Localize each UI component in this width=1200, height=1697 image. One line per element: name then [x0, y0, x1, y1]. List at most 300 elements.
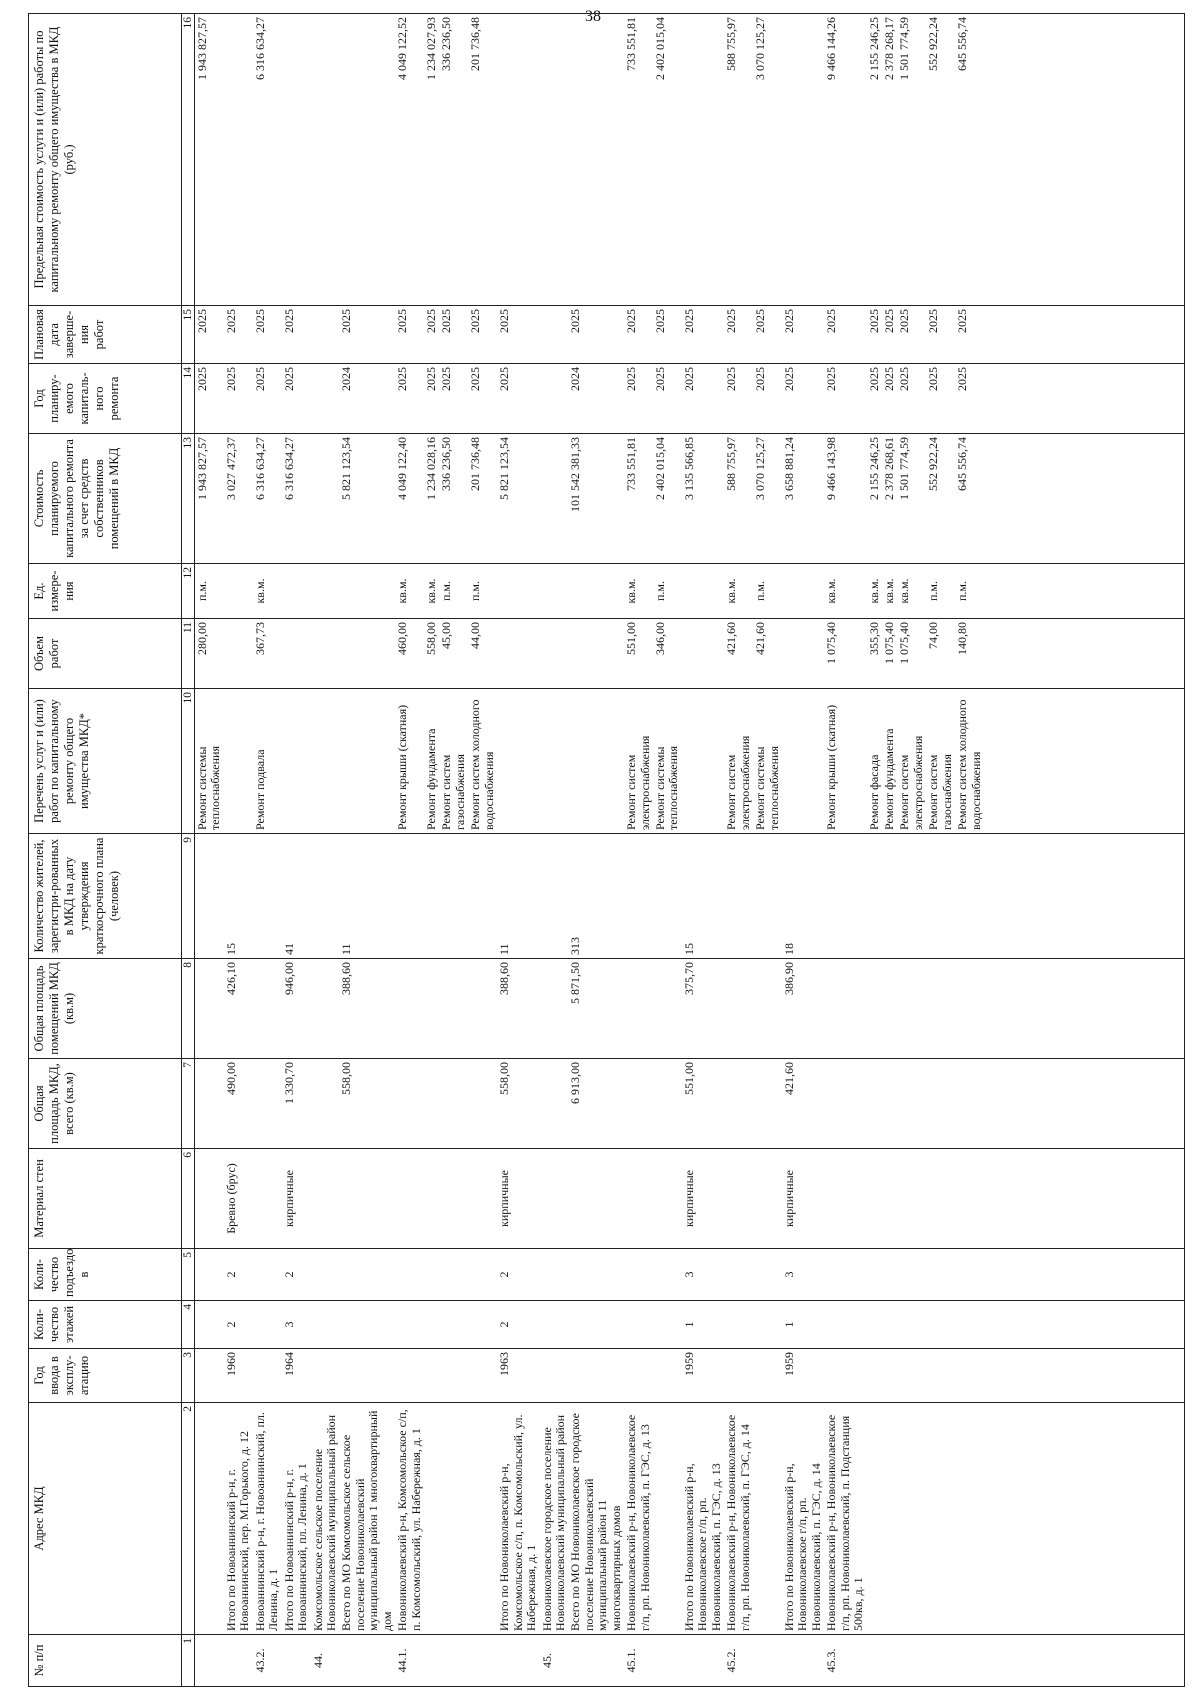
repair-plan-table: [28, 13, 1185, 1687]
cell-address: Всего по МО Комсомольское сельское поселение Новониколаевский муниципальный район 1 многоквартирный дом: [339, 1403, 395, 1635]
table-row: [682, 14, 724, 1687]
column-number: 2: [182, 1403, 195, 1635]
cell-wall-material: кирпичные: [497, 1149, 539, 1249]
cell-residents: [955, 834, 984, 959]
cell-premises-area: [195, 959, 224, 1059]
cell-total-area: 551,00: [682, 1059, 724, 1149]
cell-wall-material: [724, 1149, 753, 1249]
cell-max-cost: 733 551,81: [624, 14, 653, 306]
cell-unit: [282, 564, 311, 619]
cell-wall-material: [311, 1149, 340, 1249]
cell-total-area: [195, 1059, 224, 1149]
cell-planned-year: 2025: [682, 364, 724, 434]
cell-completion-date: [540, 306, 569, 364]
cell-unit: кв.м.: [724, 564, 753, 619]
cell-work-volume: 421,60: [753, 619, 782, 689]
cell-unit: п.м.: [195, 564, 224, 619]
empty-cell: [984, 14, 1184, 306]
cell-max-cost: [540, 14, 569, 306]
cell-premises-area: [540, 959, 569, 1059]
cell-year-built: [195, 1349, 224, 1403]
column-number: 1: [182, 1635, 195, 1687]
table-row: [395, 14, 424, 1687]
column-header: № п/п: [29, 1635, 182, 1687]
column-number-row: [182, 14, 195, 1687]
cell-premises-area: 388,60: [497, 959, 539, 1059]
empty-cell: [984, 1349, 1184, 1403]
empty-cell: [984, 1403, 1184, 1635]
cell-residents: [724, 834, 753, 959]
cell-residents: [424, 834, 439, 959]
table-row: [282, 14, 311, 1687]
cell-row-number: [897, 1635, 926, 1687]
empty-cell: [984, 434, 1184, 564]
empty-cell: [984, 1249, 1184, 1301]
cell-planned-cost: 6 316 634,27: [282, 434, 311, 564]
cell-completion-date: 2025: [882, 306, 897, 364]
cell-address: [955, 1403, 984, 1635]
cell-unit: [339, 564, 395, 619]
cell-planned-cost: 336 236,50: [439, 434, 468, 564]
cell-entrances: [753, 1249, 782, 1301]
cell-work-volume: [568, 619, 624, 689]
cell-planned-year: 2025: [224, 364, 253, 434]
cell-wall-material: кирпичные: [682, 1149, 724, 1249]
cell-residents: [897, 834, 926, 959]
cell-premises-area: [753, 959, 782, 1059]
cell-year-built: [867, 1349, 882, 1403]
cell-planned-cost: 2 402 015,04: [653, 434, 682, 564]
column-header: Общая площадь помещений МКД (кв.м): [29, 959, 182, 1059]
cell-max-cost: 6 316 634,27: [253, 14, 282, 306]
cell-address: Новониколаевский р-н, Новониколаевское г/п, рп. Новониколаевский, п. ГЭС, д. 13: [624, 1403, 653, 1635]
cell-residents: [395, 834, 424, 959]
cell-row-number: [339, 1635, 395, 1687]
table-body: [195, 14, 1185, 1687]
empty-cell: [984, 1635, 1184, 1687]
cell-work-type: [682, 689, 724, 834]
cell-entrances: [897, 1249, 926, 1301]
cell-planned-year: 2025: [882, 364, 897, 434]
cell-total-area: [653, 1059, 682, 1149]
cell-residents: [653, 834, 682, 959]
cell-work-volume: [782, 619, 824, 689]
cell-total-area: [540, 1059, 569, 1149]
cell-address: Новониколаевский р-н, Комсомольское с/п, п. Комсомольский, ул. Набережная, д. 1: [395, 1403, 424, 1635]
cell-completion-date: 2025: [282, 306, 311, 364]
cell-completion-date: 2025: [955, 306, 984, 364]
table-row: [195, 14, 224, 1687]
table-row: [224, 14, 253, 1687]
cell-wall-material: [926, 1149, 955, 1249]
cell-unit: кв.м.: [424, 564, 439, 619]
cell-entrances: [724, 1249, 753, 1301]
cell-max-cost: 1 943 827,57: [195, 14, 224, 306]
cell-work-volume: 280,00: [195, 619, 224, 689]
cell-wall-material: [395, 1149, 424, 1249]
cell-planned-cost: [540, 434, 569, 564]
cell-planned-year: 2025: [753, 364, 782, 434]
cell-entrances: [955, 1249, 984, 1301]
cell-work-type: Ремонт крыши (скатная): [395, 689, 424, 834]
cell-row-number: [497, 1635, 539, 1687]
cell-total-area: [824, 1059, 866, 1149]
cell-floors: [253, 1301, 282, 1349]
cell-completion-date: 2025: [867, 306, 882, 364]
cell-work-volume: 44,00: [468, 619, 497, 689]
cell-unit: [224, 564, 253, 619]
cell-premises-area: [955, 959, 984, 1059]
table-row: [339, 14, 395, 1687]
cell-address: [753, 1403, 782, 1635]
cell-address: Новониколаевский р-н, Новониколаевское г/п, рп. Новониколаевский, п. ГЭС, д. 14: [724, 1403, 753, 1635]
cell-row-number: [926, 1635, 955, 1687]
cell-planned-year: 2025: [653, 364, 682, 434]
cell-work-type: Ремонт систем холодного водоснабжения: [468, 689, 497, 834]
cell-completion-date: 2025: [339, 306, 395, 364]
column-number: 5: [182, 1249, 195, 1301]
cell-year-built: [753, 1349, 782, 1403]
cell-completion-date: 2025: [568, 306, 624, 364]
empty-cell: [984, 689, 1184, 834]
cell-planned-cost: 3 027 472,37: [224, 434, 253, 564]
cell-planned-year: 2025: [955, 364, 984, 434]
cell-entrances: 2: [282, 1249, 311, 1301]
cell-work-type: Ремонт систем электроснабжения: [897, 689, 926, 834]
table-row: [955, 14, 984, 1687]
cell-floors: [897, 1301, 926, 1349]
cell-wall-material: [753, 1149, 782, 1249]
cell-row-number: [439, 1635, 468, 1687]
cell-address: Итого по Новониколаевский р-н, Новониколаевское г/п, рп. Новониколаевский, п. ГЭС, д. 13: [682, 1403, 724, 1635]
table-row: [867, 14, 882, 1687]
cell-completion-date: 2025: [926, 306, 955, 364]
cell-year-built: 1960: [224, 1349, 253, 1403]
cell-total-area: [395, 1059, 424, 1149]
empty-cell: [984, 959, 1184, 1059]
cell-year-built: [424, 1349, 439, 1403]
cell-wall-material: кирпичные: [782, 1149, 824, 1249]
cell-row-number: [782, 1635, 824, 1687]
cell-planned-year: [540, 364, 569, 434]
cell-address: [867, 1403, 882, 1635]
cell-wall-material: [824, 1149, 866, 1249]
cell-planned-year: 2025: [253, 364, 282, 434]
cell-address: [195, 1403, 224, 1635]
cell-work-type: Ремонт фундамента: [882, 689, 897, 834]
table-row: [497, 14, 539, 1687]
column-number: 13: [182, 434, 195, 564]
cell-address: Итого по Новоаннинский р-н, г. Новоаннинский, пл. Ленина, д. 1: [282, 1403, 311, 1635]
cell-planned-year: 2025: [926, 364, 955, 434]
cell-max-cost: [782, 14, 824, 306]
cell-floors: [339, 1301, 395, 1349]
cell-planned-year: 2025: [195, 364, 224, 434]
cell-completion-date: 2025: [624, 306, 653, 364]
cell-year-built: 1964: [282, 1349, 311, 1403]
empty-cell: [984, 834, 1184, 959]
table-row: [424, 14, 439, 1687]
cell-max-cost: [282, 14, 311, 306]
cell-unit: кв.м.: [395, 564, 424, 619]
cell-planned-cost: 733 551,81: [624, 434, 653, 564]
cell-completion-date: 2025: [653, 306, 682, 364]
table-row: [824, 14, 866, 1687]
cell-max-cost: 2 378 268,17: [882, 14, 897, 306]
cell-entrances: [253, 1249, 282, 1301]
cell-work-type: Ремонт крыши (скатная): [824, 689, 866, 834]
cell-wall-material: [468, 1149, 497, 1249]
cell-planned-cost: 1 501 774,59: [897, 434, 926, 564]
cell-work-type: Ремонт систем электроснабжения: [724, 689, 753, 834]
cell-work-type: [311, 689, 340, 834]
cell-premises-area: [311, 959, 340, 1059]
cell-wall-material: [882, 1149, 897, 1249]
cell-unit: [682, 564, 724, 619]
cell-work-type: [497, 689, 539, 834]
cell-max-cost: 2 402 015,04: [653, 14, 682, 306]
header-row: [29, 14, 182, 1687]
cell-year-built: [897, 1349, 926, 1403]
cell-max-cost: [497, 14, 539, 306]
cell-residents: 18: [782, 834, 824, 959]
cell-work-volume: 367,73: [253, 619, 282, 689]
cell-completion-date: 2025: [424, 306, 439, 364]
cell-unit: п.м.: [753, 564, 782, 619]
cell-row-number: [568, 1635, 624, 1687]
cell-year-built: 1959: [682, 1349, 724, 1403]
cell-year-built: [468, 1349, 497, 1403]
cell-entrances: [653, 1249, 682, 1301]
table-row: [439, 14, 468, 1687]
cell-floors: [439, 1301, 468, 1349]
column-number: 14: [182, 364, 195, 434]
cell-entrances: [568, 1249, 624, 1301]
cell-year-built: [624, 1349, 653, 1403]
cell-floors: [955, 1301, 984, 1349]
cell-address: [882, 1403, 897, 1635]
cell-entrances: [195, 1249, 224, 1301]
cell-floors: [867, 1301, 882, 1349]
cell-work-type: Ремонт подвала: [253, 689, 282, 834]
cell-work-volume: 551,00: [624, 619, 653, 689]
cell-planned-cost: 1 943 827,57: [195, 434, 224, 564]
cell-completion-date: 2025: [753, 306, 782, 364]
column-number: 11: [182, 619, 195, 689]
cell-planned-year: 2025: [497, 364, 539, 434]
cell-unit: п.м.: [468, 564, 497, 619]
cell-address: Новониколаевский р-н, Новониколаевское г/п, рп. Новониколаевский, п. Подстанция 500кв, д. 1: [824, 1403, 866, 1635]
cell-floors: [824, 1301, 866, 1349]
cell-year-built: 1963: [497, 1349, 539, 1403]
cell-premises-area: [724, 959, 753, 1059]
cell-work-type: Ремонт фасада: [867, 689, 882, 834]
cell-work-volume: [311, 619, 340, 689]
cell-wall-material: [624, 1149, 653, 1249]
cell-premises-area: [624, 959, 653, 1059]
cell-total-area: [468, 1059, 497, 1149]
cell-planned-cost: 4 049 122,40: [395, 434, 424, 564]
cell-work-volume: [224, 619, 253, 689]
cell-work-type: [224, 689, 253, 834]
cell-max-cost: [224, 14, 253, 306]
table-row: [653, 14, 682, 1687]
cell-residents: [926, 834, 955, 959]
cell-premises-area: [253, 959, 282, 1059]
cell-residents: 15: [224, 834, 253, 959]
cell-planned-year: 2025: [724, 364, 753, 434]
cell-wall-material: кирпичные: [282, 1149, 311, 1249]
cell-residents: [624, 834, 653, 959]
cell-planned-cost: 6 316 634,27: [253, 434, 282, 564]
empty-cell: [984, 1301, 1184, 1349]
cell-address: [926, 1403, 955, 1635]
cell-work-type: Ремонт фундамента: [424, 689, 439, 834]
cell-max-cost: 1 234 027,93: [424, 14, 439, 306]
cell-premises-area: 946,00: [282, 959, 311, 1059]
cell-premises-area: 388,60: [339, 959, 395, 1059]
column-header: Год планиру-емого капиталь-ного ремонта: [29, 364, 182, 434]
cell-year-built: [955, 1349, 984, 1403]
column-number: 3: [182, 1349, 195, 1403]
column-number: 9: [182, 834, 195, 959]
cell-year-built: [253, 1349, 282, 1403]
cell-total-area: [724, 1059, 753, 1149]
cell-premises-area: [424, 959, 439, 1059]
cell-max-cost: 336 236,50: [439, 14, 468, 306]
column-header: Коли-чество этажей: [29, 1301, 182, 1349]
cell-year-built: [724, 1349, 753, 1403]
cell-year-built: [339, 1349, 395, 1403]
cell-floors: [753, 1301, 782, 1349]
column-number: 8: [182, 959, 195, 1059]
cell-floors: [653, 1301, 682, 1349]
cell-work-type: Ремонт систем газоснабжения: [926, 689, 955, 834]
cell-total-area: [867, 1059, 882, 1149]
repair-plan-table-wrapper: [28, 14, 1185, 1687]
cell-row-number: 43.2.: [253, 1635, 282, 1687]
cell-row-number: [867, 1635, 882, 1687]
cell-completion-date: 2025: [782, 306, 824, 364]
cell-premises-area: [439, 959, 468, 1059]
cell-max-cost: 4 049 122,52: [395, 14, 424, 306]
cell-work-type: Ремонт систем электроснабжения: [624, 689, 653, 834]
cell-planned-year: 2025: [468, 364, 497, 434]
cell-unit: [782, 564, 824, 619]
column-number: 16: [182, 14, 195, 306]
cell-completion-date: 2025: [497, 306, 539, 364]
cell-work-volume: 346,00: [653, 619, 682, 689]
cell-max-cost: 201 736,48: [468, 14, 497, 306]
cell-premises-area: 375,70: [682, 959, 724, 1059]
cell-unit: кв.м.: [897, 564, 926, 619]
table-row: [253, 14, 282, 1687]
cell-work-volume: 140,80: [955, 619, 984, 689]
cell-year-built: 1959: [782, 1349, 824, 1403]
column-number: 6: [182, 1149, 195, 1249]
cell-entrances: 2: [497, 1249, 539, 1301]
cell-floors: [540, 1301, 569, 1349]
cell-total-area: [424, 1059, 439, 1149]
cell-residents: [468, 834, 497, 959]
cell-address: [897, 1403, 926, 1635]
cell-max-cost: [339, 14, 395, 306]
cell-floors: 1: [782, 1301, 824, 1349]
cell-total-area: [882, 1059, 897, 1149]
cell-row-number: 45.1.: [624, 1635, 653, 1687]
cell-entrances: 3: [682, 1249, 724, 1301]
cell-row-number: [955, 1635, 984, 1687]
cell-work-type: [282, 689, 311, 834]
table-row: [882, 14, 897, 1687]
table-row: [782, 14, 824, 1687]
cell-max-cost: 9 466 144,26: [824, 14, 866, 306]
column-header: Предельная стоимость услуги и (или) работы по капитальному ремонту общего имущества в МКД (руб.): [29, 14, 182, 306]
column-number: 7: [182, 1059, 195, 1149]
column-header: Плановая дата заверше-ния работ: [29, 306, 182, 364]
cell-work-volume: 355,30: [867, 619, 882, 689]
cell-work-type: Ремонт системы теплоснабжения: [195, 689, 224, 834]
cell-completion-date: 2025: [682, 306, 724, 364]
cell-year-built: [926, 1349, 955, 1403]
column-header: Адрес МКД: [29, 1403, 182, 1635]
cell-entrances: [424, 1249, 439, 1301]
cell-residents: [439, 834, 468, 959]
cell-total-area: 1 330,70: [282, 1059, 311, 1149]
cell-floors: [195, 1301, 224, 1349]
cell-total-area: [439, 1059, 468, 1149]
cell-completion-date: 2025: [724, 306, 753, 364]
cell-planned-year: 2025: [282, 364, 311, 434]
cell-premises-area: 5 871,50: [568, 959, 624, 1059]
cell-work-type: Ремонт систем холодного водоснабжения: [955, 689, 984, 834]
cell-floors: [926, 1301, 955, 1349]
cell-work-volume: [339, 619, 395, 689]
cell-entrances: [882, 1249, 897, 1301]
cell-floors: [468, 1301, 497, 1349]
cell-residents: [882, 834, 897, 959]
cell-floors: [424, 1301, 439, 1349]
cell-planned-cost: 2 155 246,25: [867, 434, 882, 564]
cell-year-built: [568, 1349, 624, 1403]
cell-residents: [540, 834, 569, 959]
cell-address: Итого по Новониколаевский р-н, Комсомольское с/п, п. Комсомольский, ул. Набережная, д. 1: [497, 1403, 539, 1635]
cell-planned-cost: 201 736,48: [468, 434, 497, 564]
cell-floors: 2: [497, 1301, 539, 1349]
cell-work-volume: [497, 619, 539, 689]
column-number: 10: [182, 689, 195, 834]
cell-unit: п.м.: [653, 564, 682, 619]
cell-work-volume: 1 075,40: [897, 619, 926, 689]
table-row: [540, 14, 569, 1687]
table-row: [926, 14, 955, 1687]
cell-row-number: [224, 1635, 253, 1687]
cell-row-number: 44.1.: [395, 1635, 424, 1687]
cell-row-number: [882, 1635, 897, 1687]
cell-premises-area: [882, 959, 897, 1059]
cell-year-built: [540, 1349, 569, 1403]
cell-address: [439, 1403, 468, 1635]
column-header: Общая площадь МКД, всего (кв.м): [29, 1059, 182, 1149]
column-header: Перечень услуг и (или) работ по капитальному ремонту общего имущества МКД*: [29, 689, 182, 834]
empty-cell: [984, 619, 1184, 689]
cell-address: Новоаннинский р-н, г. Новоаннинский, пл. Ленина, д. 1: [253, 1403, 282, 1635]
cell-planned-year: 2025: [897, 364, 926, 434]
cell-address: [468, 1403, 497, 1635]
cell-planned-cost: 588 755,97: [724, 434, 753, 564]
cell-max-cost: 588 755,97: [724, 14, 753, 306]
empty-cell: [984, 364, 1184, 434]
